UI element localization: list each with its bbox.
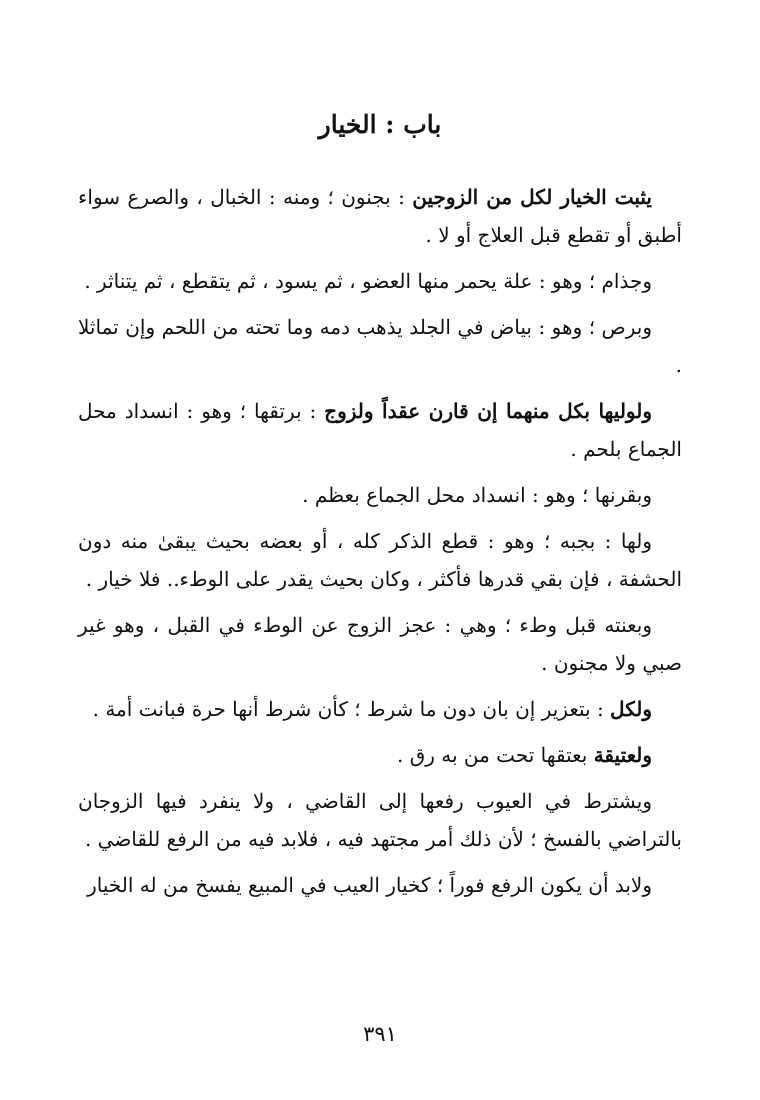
paragraph-text: وبقرنها ؛ وهو : انسداد محل الجماع بعظم . bbox=[302, 483, 652, 507]
paragraph-text: ولابد أن يكون الرفع فوراً ؛ كخيار العيب في المبيع يفسخ من له الخيار bbox=[87, 873, 652, 897]
paragraph-text: وبعنته قبل وطء ؛ وهي : عجز الزوج عن الوطء في القبل ، وهو غير صبي ولا مجنون . bbox=[78, 613, 682, 675]
paragraph bbox=[78, 308, 682, 384]
paragraph bbox=[78, 736, 682, 774]
paragraph bbox=[78, 866, 682, 904]
paragraph bbox=[78, 476, 682, 514]
paragraph bbox=[78, 522, 682, 598]
paragraph bbox=[78, 178, 682, 254]
body-text bbox=[78, 178, 682, 912]
paragraph bbox=[78, 606, 682, 682]
paragraph-text: : بتعزير إن بان دون ما شرط ؛ كأن شرط أنها حرة فبانت أمة . bbox=[92, 697, 611, 721]
paragraph bbox=[78, 262, 682, 300]
paragraph bbox=[78, 690, 682, 728]
paragraph-text: ويشترط في العيوب رفعها إلى القاضي ، ولا ينفرد فيها الزوجان بالتراضي بالفسخ ؛ لأن ذلك أمر مجتهد فيه ، فلابد فيه من الرفع للقاضي . bbox=[78, 789, 682, 851]
paragraph-text: ولها : بجبه ؛ وهو : قطع الذكر كله ، أو بعضه بحيث يبقىٰ منه دون الحشفة ، فإن بقي قدرها فأكثر ، وكان بحيث يقدر على الوطء.. فلا خيار . bbox=[78, 529, 682, 591]
paragraph bbox=[78, 782, 682, 858]
chapter-title: باب : الخيار bbox=[318, 110, 442, 139]
paragraph bbox=[78, 392, 682, 468]
bold-lead: ولوليها بكل منهما إن قارن عقداً ولزوج bbox=[324, 399, 652, 423]
paragraph-text: : بجنون ؛ ومنه : الخبال ، والصرع سواء أطبق أو تقطع قبل العلاج أو لا . bbox=[78, 185, 682, 247]
paragraph-text: وبرص ؛ وهو : بياض في الجلد يذهب دمه وما تحته من اللحم وإن تماثلا . bbox=[78, 315, 682, 377]
bold-lead: ولكل bbox=[610, 697, 652, 721]
bold-lead: يثبت الخيار لكل من الزوجين bbox=[412, 185, 652, 209]
bold-lead: ولعتيقة bbox=[593, 743, 652, 767]
paragraph-text: وجذام ؛ وهو : علة يحمر منها العضو ، ثم يسود ، ثم يتقطع ، ثم يتناثر . bbox=[84, 269, 652, 293]
page-number: ٣٩١ bbox=[363, 1022, 397, 1046]
paragraph-text: : برتقها ؛ وهو : انسداد محل الجماع بلحم . bbox=[78, 399, 682, 461]
paragraph-text: بعتقها تحت من به رق . bbox=[396, 743, 594, 767]
